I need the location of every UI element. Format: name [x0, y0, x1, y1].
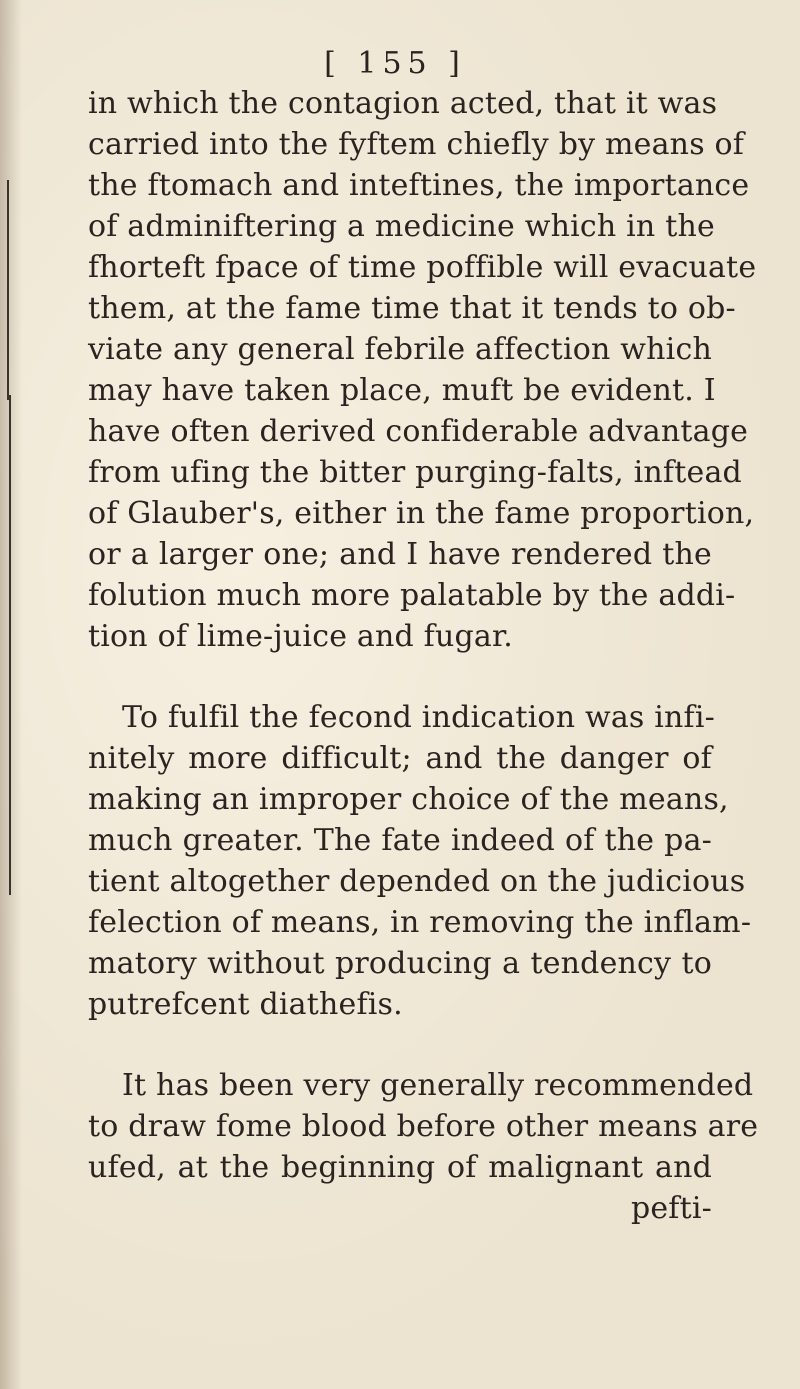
- text-line: To fulfil the fecond indication was infi-: [122, 700, 715, 735]
- text-line: matory without producing a tendency to: [88, 946, 712, 981]
- text-line: tient altogether depended on the judicious: [88, 864, 746, 899]
- catchword: pefti-: [630, 1191, 712, 1226]
- text-line: felection of means, in removing the inflam-: [88, 905, 752, 940]
- gutter-edge-mark: [9, 395, 11, 895]
- page-number-header: [ 155 ]: [324, 46, 466, 81]
- text-line: of Glauber's, either in the fame proportion,: [88, 496, 755, 531]
- text-line: nitely more difficult; and the danger of: [88, 741, 712, 776]
- text-line: in which the contagion acted, that it was: [88, 86, 718, 121]
- text-line: viate any general febrile affection which: [88, 332, 712, 367]
- text-line: carried into the fyftem chiefly by means of: [88, 127, 745, 162]
- text-line: much greater. The fate indeed of the pa-: [88, 823, 712, 858]
- text-line: making an improper choice of the means,: [88, 782, 729, 817]
- text-line: of adminiftering a medicine which in the: [88, 209, 715, 244]
- text-line: putrefcent diathefis.: [88, 987, 403, 1022]
- text-line: It has been very generally recommended: [122, 1068, 754, 1103]
- text-line: or a larger one; and I have rendered the: [88, 537, 712, 572]
- gutter-edge-mark: [7, 180, 9, 400]
- text-line: may have taken place, muft be evident. I: [88, 373, 716, 408]
- text-line: the ftomach and inteftines, the importance: [88, 168, 750, 203]
- text-line: from ufing the bitter purging-falts, inftead: [88, 455, 742, 490]
- text-line: them, at the fame time that it tends to ob-: [88, 291, 736, 326]
- gutter-shadow: [0, 0, 22, 1389]
- text-line: folution much more palatable by the addi-: [88, 578, 736, 613]
- text-line: fhorteft fpace of time poffible will evacuate: [88, 250, 757, 285]
- text-line: ufed, at the beginning of malignant and: [88, 1150, 712, 1185]
- text-line: to draw fome blood before other means are: [88, 1109, 759, 1144]
- text-line: tion of lime-juice and fugar.: [88, 619, 513, 654]
- text-line: have often derived confiderable advantage: [88, 414, 749, 449]
